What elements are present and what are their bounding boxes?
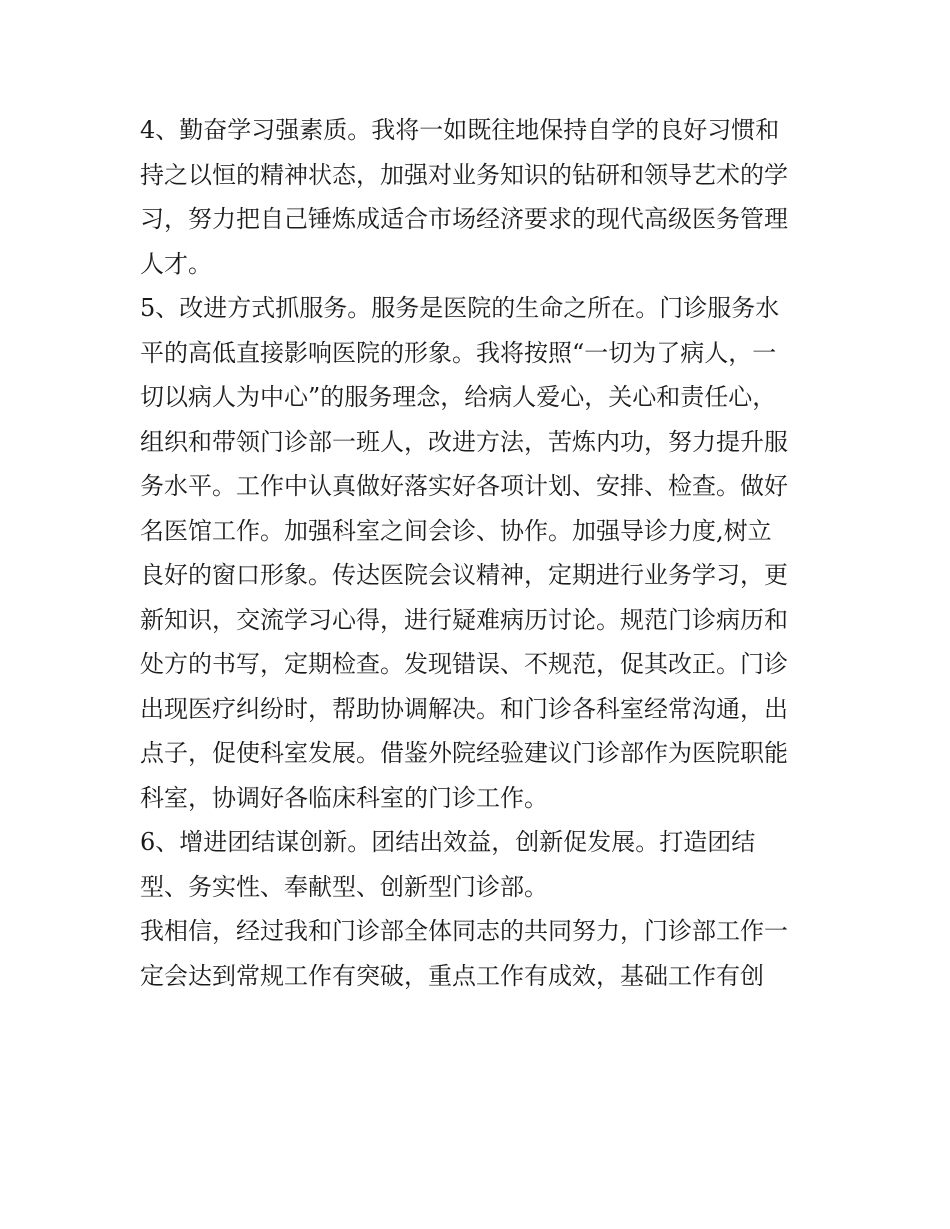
- text-line: 持之以恒的精神状态，加强对业务知识的钻研和领导艺术的学: [140, 160, 788, 189]
- document-body: [140, 108, 820, 998]
- text-line: 点子，促使科室发展。借鉴外院经验建议门诊部作为医院职能: [140, 739, 788, 767]
- text-line: 平的高低直接影响医院的形象。我将按照“一切为了病人，一: [140, 338, 777, 367]
- text-line: 切以病人为中心”的服务理念，给病人爱心，关心和责任心，: [140, 383, 777, 411]
- text-line: 定会达到常规工作有突破，重点工作有成效，基础工作有创: [140, 961, 764, 990]
- text-line: 科室，协调好各临床科室的门诊工作。: [140, 783, 548, 812]
- text-line: 良好的窗口形象。传达医院会议精神，定期进行业务学习，更: [140, 561, 788, 589]
- text-line: 4、勤奋学习强素质。我将一如既往地保持自学的良好习惯和: [140, 116, 780, 144]
- text-line: 型、务实性、奉献型、创新型门诊部。: [140, 872, 548, 901]
- text-line: 习，努力把自己锤炼成适合市场经济要求的现代高级医务管理: [140, 205, 788, 233]
- text-line: 出现医疗纠纷时，帮助协调解决。和门诊各科室经常沟通，出: [140, 694, 788, 723]
- text-line: 处方的书写，定期检查。发现错误、不规范，促其改正。门诊: [140, 650, 788, 678]
- text-line: 我相信，经过我和门诊部全体同志的共同努力，门诊部工作一: [140, 917, 788, 945]
- text-line: 组织和带领门诊部一班人，改进方法，苦炼内功，努力提升服: [140, 427, 788, 456]
- text-line: 名医馆工作。加强科室之间会诊、协作。加强导诊力度,树立: [140, 516, 772, 545]
- text-line: 新知识，交流学习心得，进行疑难病历讨论。规范门诊病历和: [140, 605, 788, 634]
- text-line: 务水平。工作中认真做好落实好各项计划、安排、检查。做好: [140, 472, 788, 500]
- text-line: 5、改进方式抓服务。服务是医院的生命之所在。门诊服务水: [140, 294, 780, 322]
- text-line: 人才。: [140, 249, 212, 278]
- text-line: 6、增进团结谋创新。团结出效益，创新促发展。打造团结: [140, 828, 756, 856]
